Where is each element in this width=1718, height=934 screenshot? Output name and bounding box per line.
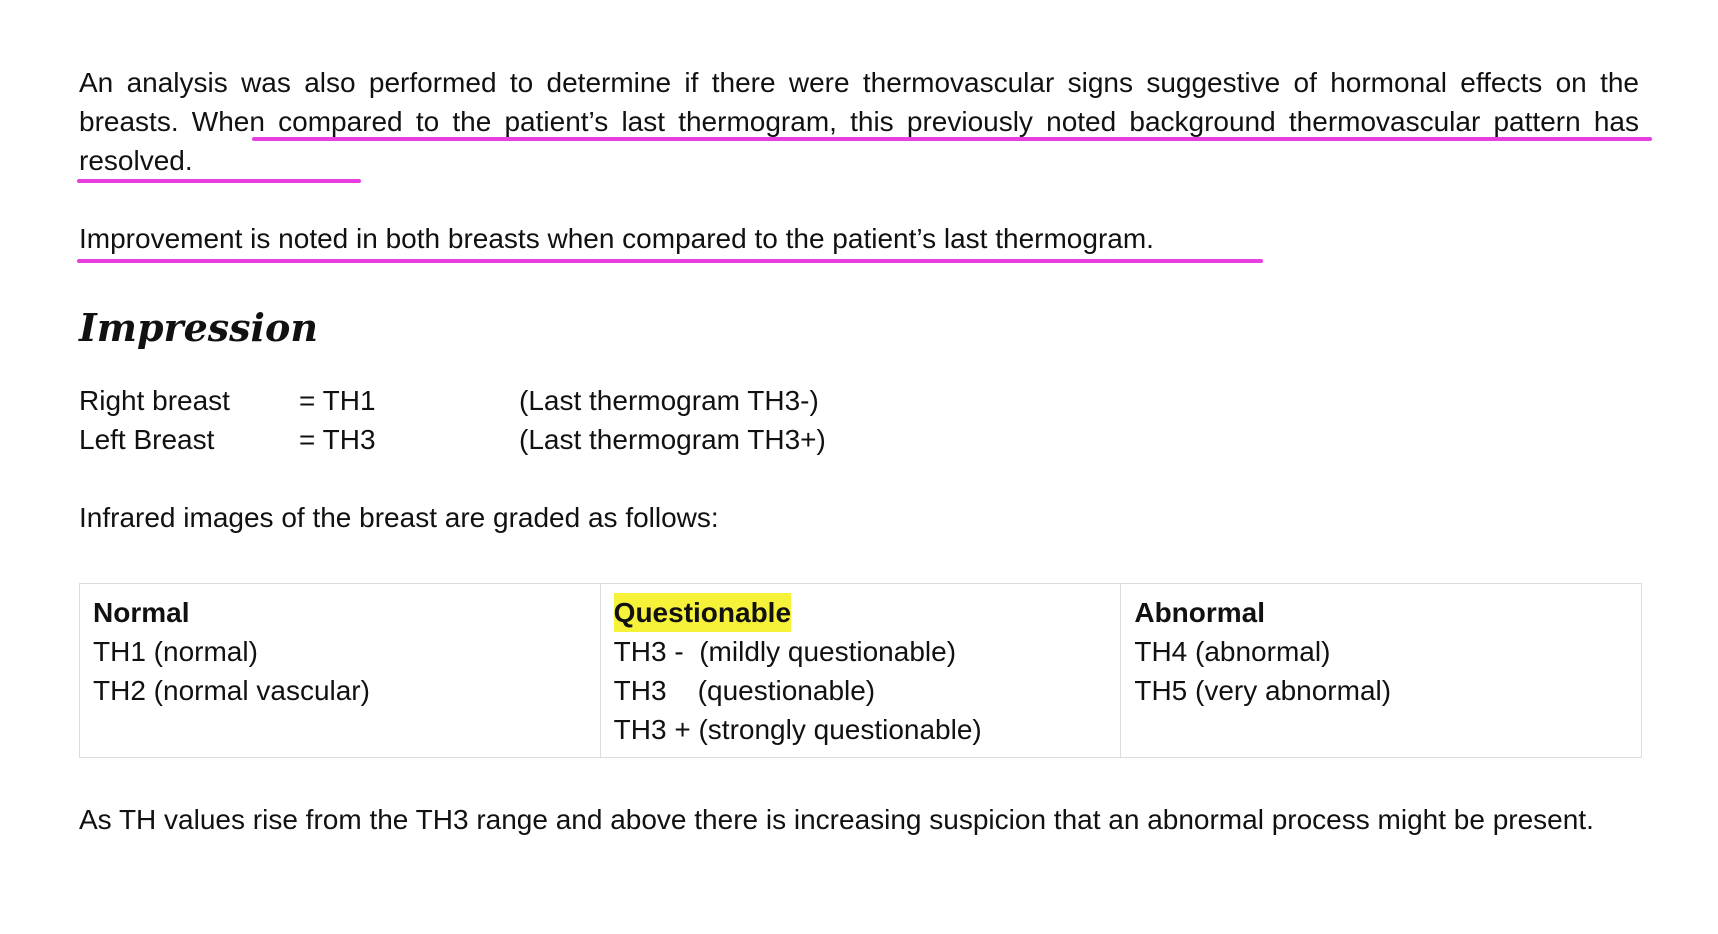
- closing-paragraph: As TH values rise from the TH3 range and above there is increasing suspicion that an abnormal process might be present.: [79, 804, 1594, 835]
- impression-value: = TH1: [299, 385, 376, 416]
- impression-side: Left Breast: [79, 424, 215, 455]
- impression-heading: Impression: [79, 305, 318, 350]
- grade-item: TH3 - (mildly questionable): [613, 636, 957, 667]
- grading-intro: Infrared images of the breast are graded as follows:: [79, 502, 719, 533]
- grade-item: TH2 (normal vascular): [93, 675, 370, 706]
- grade-column-normal: [80, 584, 601, 757]
- annotation-underline: [77, 179, 361, 183]
- annotation-underline: [77, 259, 1263, 263]
- impression-row-right: [79, 381, 979, 420]
- improvement-paragraph: Improvement is noted in both breasts when compared to the patient’s last thermogram.: [79, 223, 1154, 254]
- grade-item: TH5 (very abnormal): [1134, 675, 1392, 706]
- hormonal-analysis-paragraph: An analysis was also performed to determine if there were thermovascular signs suggestive of hormonal effects on the breasts. When compared to the patient’s last thermogram, this previously noted background thermovascular pattern has resolved.: [79, 67, 1639, 176]
- grade-item: TH4 (abnormal): [1134, 636, 1331, 667]
- grade-column-abnormal: [1121, 584, 1641, 757]
- grade-column-header-highlighted: Questionable: [614, 593, 791, 632]
- grade-item: TH1 (normal): [93, 636, 258, 667]
- grading-table: [79, 583, 1642, 758]
- impression-last-thermogram: (Last thermogram TH3-): [519, 385, 819, 416]
- impression-last-thermogram: (Last thermogram TH3+): [519, 424, 826, 455]
- grade-item: TH3 + (strongly questionable): [613, 714, 982, 745]
- impression-side: Right breast: [79, 385, 230, 416]
- impression-value: = TH3: [299, 424, 376, 455]
- impression-row-left: [79, 420, 979, 459]
- grade-column-header: Normal: [93, 597, 190, 628]
- annotation-underline: [252, 137, 1652, 141]
- grade-column-header: Abnormal: [1134, 597, 1266, 628]
- grade-column-questionable: [601, 584, 1122, 757]
- grade-item: TH3 (questionable): [613, 675, 876, 706]
